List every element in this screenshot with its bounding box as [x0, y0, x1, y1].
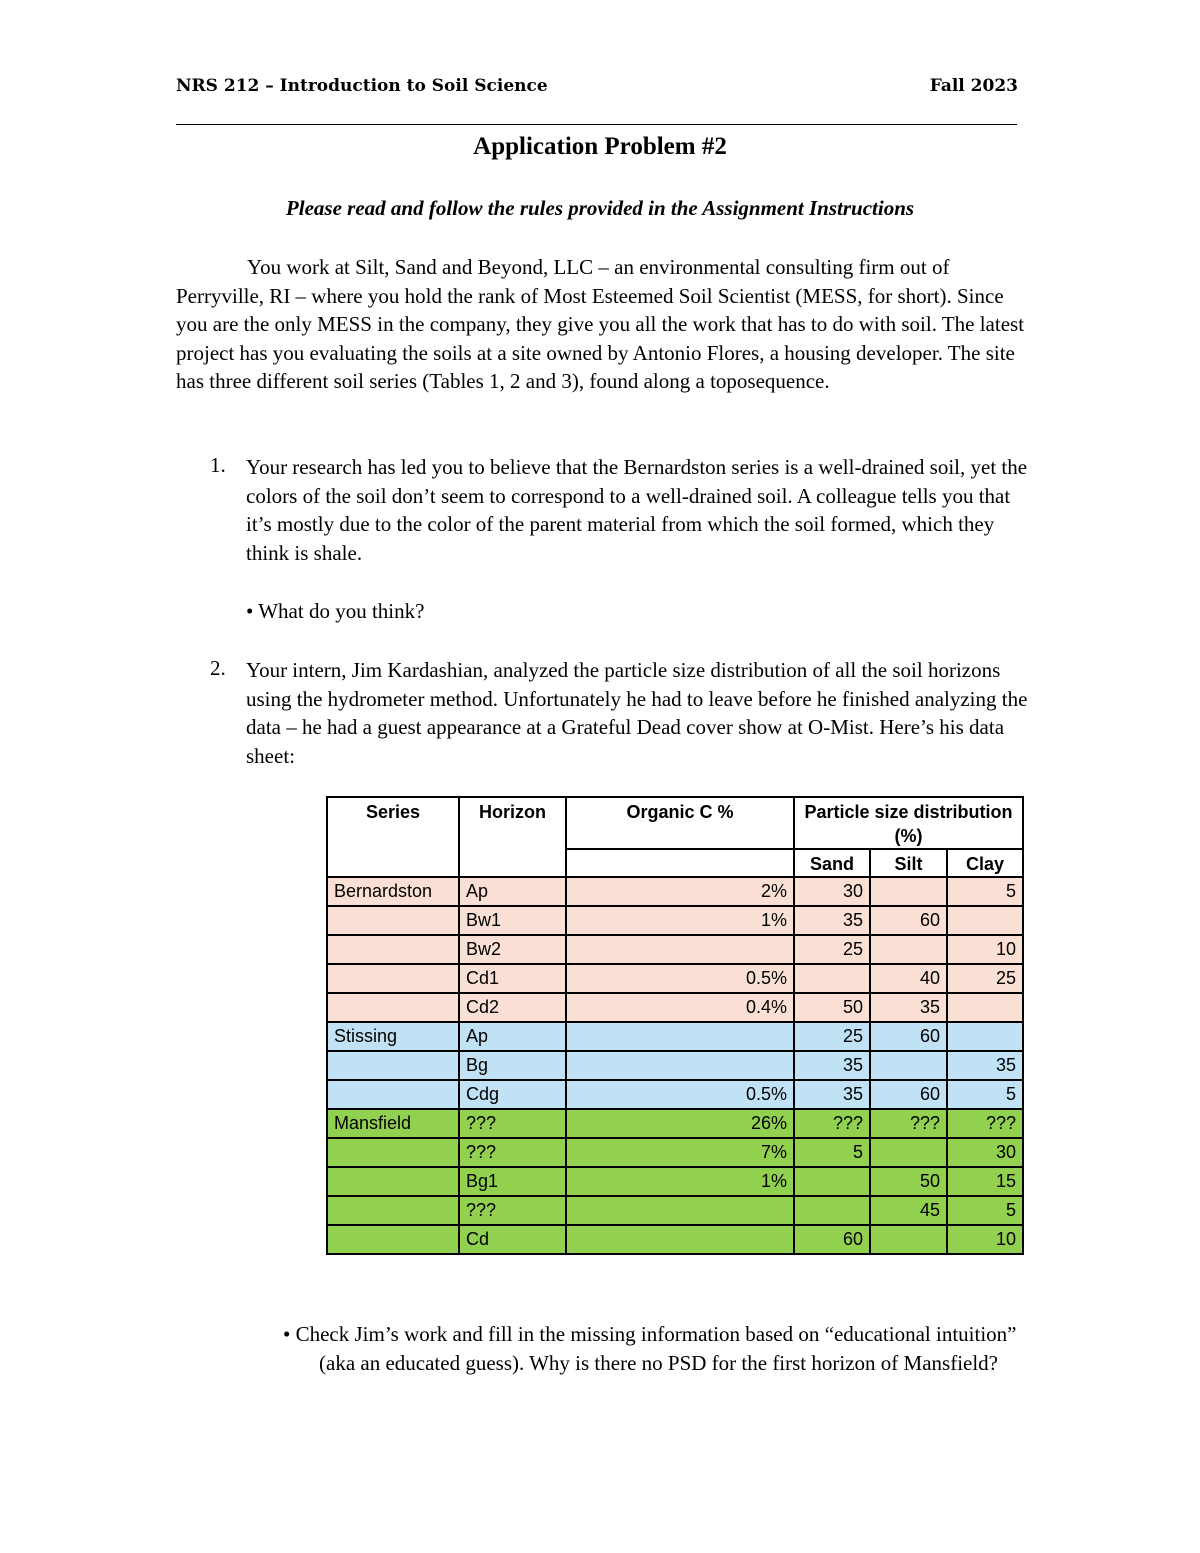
table-row [327, 1167, 1023, 1196]
cell-series [327, 1051, 459, 1080]
cell-silt: 60 [870, 906, 947, 935]
instructions-note: Please read and follow the rules provided in the Assignment Instructions [285, 196, 915, 220]
table-row [327, 1196, 1023, 1225]
cell-silt: 60 [870, 1022, 947, 1051]
header-divider [176, 124, 1017, 125]
cell-silt [870, 1225, 947, 1254]
cell-sand: 25 [794, 1022, 870, 1051]
cell-clay: 15 [947, 1167, 1023, 1196]
header-organic-blank [566, 849, 794, 877]
cell-series [327, 1225, 459, 1254]
header-particle-size: Particle size distribution (%) [794, 797, 1023, 849]
cell-horizon: Bw1 [459, 906, 566, 935]
cell-oc: 1% [566, 1167, 794, 1196]
cell-oc: 0.5% [566, 1080, 794, 1109]
cell-clay [947, 906, 1023, 935]
cell-sand: 5 [794, 1138, 870, 1167]
cell-oc: 26% [566, 1109, 794, 1138]
cell-clay: ??? [947, 1109, 1023, 1138]
cell-series [327, 906, 459, 935]
particle-size-table [326, 796, 1024, 1255]
cell-horizon: ??? [459, 1109, 566, 1138]
cell-horizon: Cd [459, 1225, 566, 1254]
cell-horizon: Cd2 [459, 993, 566, 1022]
cell-oc [566, 935, 794, 964]
cell-oc: 0.4% [566, 993, 794, 1022]
cell-oc [566, 1196, 794, 1225]
intro-paragraph: You work at Silt, Sand and Beyond, LLC – an environmental consulting firm out of Perryville, RI – where you hold the rank of Most Esteemed Soil Scientist (MESS, for short). Since you are the only MESS in the company, they give you all the work that has to do with soil. The latest project has you evaluating the soils at a site owned by Antonio Flores, a housing developer. The site has three different soil series (Tables 1, 2 and 3), found along a toposequence. [176, 255, 1025, 393]
cell-silt [870, 877, 947, 906]
table-row [327, 1225, 1023, 1254]
cell-sand: ??? [794, 1109, 870, 1138]
table-row [327, 1109, 1023, 1138]
cell-horizon: Cdg [459, 1080, 566, 1109]
table-row [327, 877, 1023, 906]
cell-horizon: Ap [459, 877, 566, 906]
cell-oc [566, 1051, 794, 1080]
cell-horizon: Bg1 [459, 1167, 566, 1196]
cell-clay: 10 [947, 935, 1023, 964]
cell-silt: 40 [870, 964, 947, 993]
cell-series: Mansfield [327, 1109, 459, 1138]
cell-oc: 2% [566, 877, 794, 906]
cell-sand [794, 1167, 870, 1196]
cell-oc: 1% [566, 906, 794, 935]
cell-clay: 5 [947, 877, 1023, 906]
cell-series [327, 935, 459, 964]
cell-silt: 60 [870, 1080, 947, 1109]
cell-sand: 50 [794, 993, 870, 1022]
question-1-bullet: • What do you think? [246, 599, 425, 623]
cell-series [327, 1167, 459, 1196]
term-label: Fall 2023 [929, 76, 1018, 96]
header-clay: Clay [947, 849, 1023, 877]
cell-clay [947, 993, 1023, 1022]
cell-sand: 35 [794, 1080, 870, 1109]
question-1-number: 1. [210, 453, 226, 477]
cell-oc [566, 1225, 794, 1254]
table-row [327, 964, 1023, 993]
cell-oc: 7% [566, 1138, 794, 1167]
cell-horizon: Bw2 [459, 935, 566, 964]
cell-series [327, 1138, 459, 1167]
header-sand: Sand [794, 849, 870, 877]
question-2-number: 2. [210, 656, 226, 680]
cell-series: Stissing [327, 1022, 459, 1051]
table-row [327, 935, 1023, 964]
cell-silt [870, 1138, 947, 1167]
cell-clay: 25 [947, 964, 1023, 993]
cell-series: Bernardston [327, 877, 459, 906]
table-row [327, 906, 1023, 935]
cell-clay: 30 [947, 1138, 1023, 1167]
cell-sand: 60 [794, 1225, 870, 1254]
question-1-text: Your research has led you to believe that the Bernardston series is a well-drained soil, yet the colors of the soil don’t seem to correspond to a well-drained soil. A colleague tells you that it’s mostly due to the color of the parent material from which the soil formed, which they think is shale. [246, 455, 1028, 565]
cell-silt [870, 1051, 947, 1080]
header-series: Series [327, 797, 459, 877]
cell-clay: 10 [947, 1225, 1023, 1254]
table-row [327, 1080, 1023, 1109]
header-organic-c: Organic C % [566, 797, 794, 849]
header-silt: Silt [870, 849, 947, 877]
cell-silt [870, 935, 947, 964]
table-row [327, 1138, 1023, 1167]
cell-horizon: ??? [459, 1138, 566, 1167]
cell-silt: ??? [870, 1109, 947, 1138]
cell-horizon: Bg [459, 1051, 566, 1080]
cell-clay: 35 [947, 1051, 1023, 1080]
cell-horizon: ??? [459, 1196, 566, 1225]
cell-series [327, 964, 459, 993]
cell-horizon: Ap [459, 1022, 566, 1051]
cell-clay [947, 1022, 1023, 1051]
question-2-text: Your intern, Jim Kardashian, analyzed the particle size distribution of all the soil horizons using the hydrometer method. Unfortunately he had to leave before he finished analyzing the data – he had a guest appearance at a Grateful Dead cover show at O-Mist. Here’s his data sheet: [246, 658, 1028, 768]
cell-silt: 35 [870, 993, 947, 1022]
cell-series [327, 993, 459, 1022]
cell-clay: 5 [947, 1196, 1023, 1225]
cell-series [327, 1080, 459, 1109]
cell-clay: 5 [947, 1080, 1023, 1109]
cell-sand [794, 964, 870, 993]
cell-sand: 35 [794, 906, 870, 935]
cell-horizon: Cd1 [459, 964, 566, 993]
cell-oc: 0.5% [566, 964, 794, 993]
course-title: NRS 212 – Introduction to Soil Science [176, 76, 548, 96]
cell-series [327, 1196, 459, 1225]
header-horizon: Horizon [459, 797, 566, 877]
cell-oc [566, 1022, 794, 1051]
cell-sand: 30 [794, 877, 870, 906]
table-row [327, 1022, 1023, 1051]
table-row [327, 1051, 1023, 1080]
page-title: Application Problem #2 [473, 133, 727, 160]
table-row [327, 993, 1023, 1022]
cell-sand: 35 [794, 1051, 870, 1080]
cell-silt: 45 [870, 1196, 947, 1225]
cell-silt: 50 [870, 1167, 947, 1196]
cell-sand [794, 1196, 870, 1225]
question-2-bullet: • Check Jim’s work and fill in the missing information based on “educational intuition” (aka an educated guess). Why is there no PSD for the first horizon of Mansfield? [283, 1322, 1017, 1375]
cell-sand: 25 [794, 935, 870, 964]
